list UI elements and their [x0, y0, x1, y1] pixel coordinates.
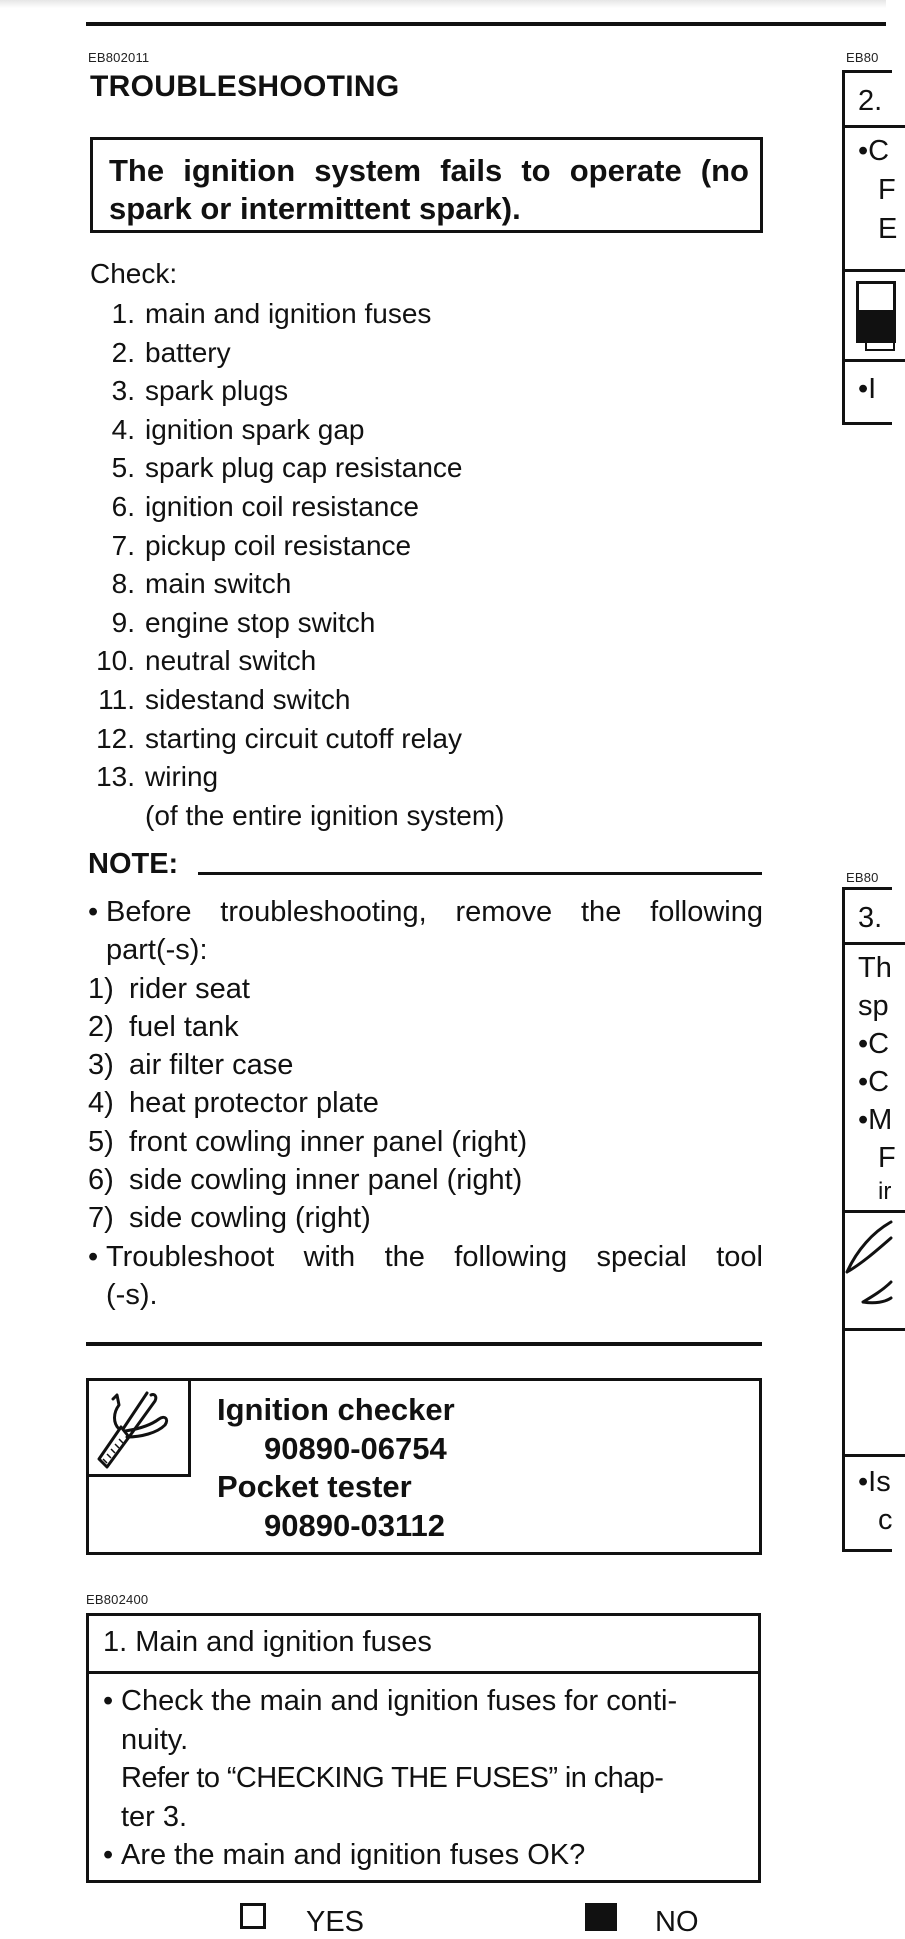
step1-question-text: Are the main and ignition fuses OK?	[121, 1839, 586, 1871]
step2-section-code: EB80	[846, 50, 879, 65]
check-item-number: 2.	[111, 336, 135, 368]
note-rule	[198, 872, 762, 875]
note-bullet-special-tool	[88, 1238, 763, 1315]
page-top-rule	[86, 22, 886, 26]
step1-text: ter 3.	[121, 1800, 188, 1833]
step3-question-fragment: c	[878, 1504, 893, 1536]
bullet-icon: •	[858, 1066, 869, 1098]
check-item	[90, 488, 690, 527]
parts-list	[88, 970, 763, 1238]
check-item	[90, 411, 690, 450]
part-item-text: air filter case	[129, 1049, 294, 1082]
bullet-icon: •	[858, 1466, 869, 1498]
part-item	[88, 1008, 763, 1046]
step2-header-rule	[845, 125, 905, 128]
special-tools-list	[217, 1391, 455, 1545]
check-item-text: (of the entire ignition system)	[145, 799, 505, 831]
tool-part-number: 90890-03112	[264, 1507, 446, 1543]
part-item-number: 3)	[88, 1049, 114, 1082]
step3-bullet	[858, 1028, 889, 1061]
note-text: part(-s):	[106, 934, 208, 967]
check-item-number: 13.	[96, 761, 135, 793]
check-item-text: sidestand switch	[145, 683, 351, 715]
note-bullet-remove-parts	[88, 893, 763, 970]
step2-divider	[845, 269, 905, 272]
part-item	[88, 1161, 763, 1199]
part-item	[88, 1046, 763, 1084]
check-item-number: 3.	[111, 375, 135, 407]
part-item	[88, 1199, 763, 1237]
step1-question	[103, 1836, 743, 1875]
check-item	[90, 797, 690, 836]
check-item-text: pickup coil resistance	[145, 529, 412, 561]
step3-bullet	[858, 1104, 892, 1137]
note-body	[88, 893, 763, 1314]
problem-statement-box	[90, 137, 763, 233]
step3-question-fragment: Is	[868, 1466, 891, 1498]
bullet-icon: •	[103, 1685, 114, 1717]
check-item-text: engine stop switch	[145, 606, 376, 638]
check-item-text: main and ignition fuses	[145, 298, 432, 329]
step1-heading: 1. Main and ignition fuses	[103, 1626, 432, 1658]
bullet-icon: •	[858, 135, 869, 167]
check-item-text: ignition spark gap	[145, 413, 365, 445]
check-item	[90, 642, 690, 681]
check-item	[90, 720, 690, 759]
part-item-number: 1)	[88, 972, 114, 1005]
note-text: Before troubleshooting, remove the following	[106, 896, 763, 928]
step2-text-fragment: F	[878, 174, 896, 206]
check-item-number: 5.	[111, 452, 135, 484]
check-list	[90, 295, 690, 835]
check-item-text: neutral switch	[145, 645, 317, 677]
check-item-number: 12.	[96, 722, 135, 754]
step1-header	[89, 1616, 758, 1674]
step1-section-code: EB802400	[86, 1592, 149, 1607]
tester-icon-base	[865, 339, 895, 351]
part-item-text: front cowling inner panel (right)	[129, 1125, 528, 1158]
bullet-icon: •	[88, 896, 99, 928]
part-item-number: 2)	[88, 1010, 114, 1043]
part-item-number: 6)	[88, 1164, 114, 1197]
check-item-number: 1.	[111, 298, 135, 329]
check-item-text: spark plug cap resistance	[145, 452, 463, 484]
check-item-text: spark plugs	[145, 375, 289, 407]
yes-box-icon	[240, 1903, 266, 1929]
part-item-number: 7)	[88, 1202, 114, 1235]
yes-label: YES	[306, 1906, 365, 1938]
part-item-number: 5)	[88, 1125, 114, 1158]
step3-text-fragment: F	[878, 1142, 896, 1174]
special-tool-icon-frame	[89, 1381, 191, 1477]
step3-question	[858, 1466, 891, 1499]
step2-question-fragment: I	[868, 373, 877, 405]
check-item-text: ignition coil resistance	[145, 490, 419, 522]
step2-question	[858, 373, 876, 406]
step3-text-fragment: C	[868, 1028, 890, 1060]
probe-icon	[845, 1216, 893, 1326]
no-box-icon	[585, 1903, 617, 1931]
check-item-number: 7.	[111, 529, 135, 561]
check-item	[90, 681, 690, 720]
step3-divider	[845, 1454, 905, 1457]
note-text: (-s).	[106, 1278, 158, 1311]
step2-divider	[845, 359, 905, 362]
tool-name: Ignition checker	[217, 1392, 455, 1427]
step1-instruction	[103, 1682, 743, 1836]
part-item-text: side cowling inner panel (right)	[129, 1164, 523, 1197]
check-item	[90, 449, 690, 488]
check-label: Check:	[90, 258, 178, 289]
check-item-number: 4.	[111, 413, 135, 445]
step2-text	[858, 135, 889, 168]
step3-text-fragment: ir	[878, 1178, 892, 1205]
step1-text: nuity.	[121, 1723, 189, 1756]
step2-box	[842, 70, 898, 425]
check-item-text: starting circuit cutoff relay	[145, 722, 462, 754]
check-item-number: 10.	[96, 645, 135, 677]
part-item	[88, 1123, 763, 1161]
part-item-text: fuel tank	[129, 1010, 239, 1043]
bullet-icon: •	[88, 1240, 99, 1273]
no-label: NO	[655, 1906, 699, 1938]
bullet-icon: •	[103, 1839, 114, 1871]
note-text: Troubleshoot with the following special tool	[106, 1240, 763, 1273]
check-item	[90, 565, 690, 604]
step2-heading: 2.	[858, 85, 883, 117]
step3-bullet	[858, 1066, 889, 1099]
check-item-text: battery	[145, 336, 231, 368]
check-item	[90, 758, 690, 797]
bullet-icon: •	[858, 1028, 869, 1060]
check-item	[90, 527, 690, 566]
part-item	[88, 970, 763, 1008]
check-item-text: wiring	[145, 761, 219, 793]
part-item-text: side cowling (right)	[129, 1202, 371, 1235]
note-heading: NOTE:	[88, 848, 179, 880]
part-item-text: heat protector plate	[129, 1087, 379, 1120]
step3-box	[842, 887, 896, 1552]
check-item-text: main switch	[145, 568, 292, 600]
tool-part-number: 90890-06754	[264, 1430, 447, 1466]
step2-text-fragment: E	[878, 213, 898, 245]
check-item-number: 11.	[98, 683, 135, 715]
part-item-text: rider seat	[129, 972, 250, 1005]
step3-divider	[845, 1328, 905, 1331]
problem-statement: The ignition system fails to operate (no spark or intermittent spark).	[109, 153, 749, 226]
step3-text-fragment: Th	[858, 952, 892, 984]
step3-text-fragment: sp	[858, 990, 889, 1022]
step1-text: Refer to “CHECKING THE FUSES” in chap-	[121, 1762, 664, 1794]
special-tools-box	[86, 1378, 762, 1555]
check-item	[90, 334, 690, 373]
check-item-number: 6.	[111, 490, 135, 522]
step1-box	[86, 1613, 761, 1883]
step3-divider	[845, 1210, 905, 1213]
viewer-top-shadow	[0, 0, 886, 8]
tester-icon	[856, 281, 896, 313]
step3-section-code: EB80	[846, 870, 879, 885]
part-item-number: 4)	[88, 1087, 114, 1120]
right-column-fragment	[820, 0, 898, 1920]
tool-name: Pocket tester	[217, 1469, 412, 1504]
bullet-icon: •	[858, 1104, 869, 1136]
step3-heading: 3.	[858, 902, 883, 934]
special-tool-icon	[89, 1381, 188, 1474]
step2-text-fragment: C	[868, 135, 890, 167]
check-item	[90, 372, 690, 411]
check-item-number: 8.	[111, 568, 135, 600]
page-title: TROUBLESHOOTING	[90, 70, 400, 103]
check-item	[90, 295, 690, 334]
section-code: EB802011	[88, 50, 150, 65]
step3-text-fragment: C	[868, 1066, 890, 1098]
step1-body	[103, 1682, 743, 1875]
step3-header-rule	[845, 942, 905, 945]
note-end-rule	[86, 1342, 762, 1346]
step3-text-fragment: M	[868, 1104, 893, 1136]
step1-text: Check the main and ignition fuses for conti-	[121, 1685, 678, 1717]
part-item	[88, 1084, 763, 1122]
bullet-icon: •	[858, 373, 869, 405]
check-item	[90, 604, 690, 643]
check-item-number: 9.	[111, 606, 135, 638]
